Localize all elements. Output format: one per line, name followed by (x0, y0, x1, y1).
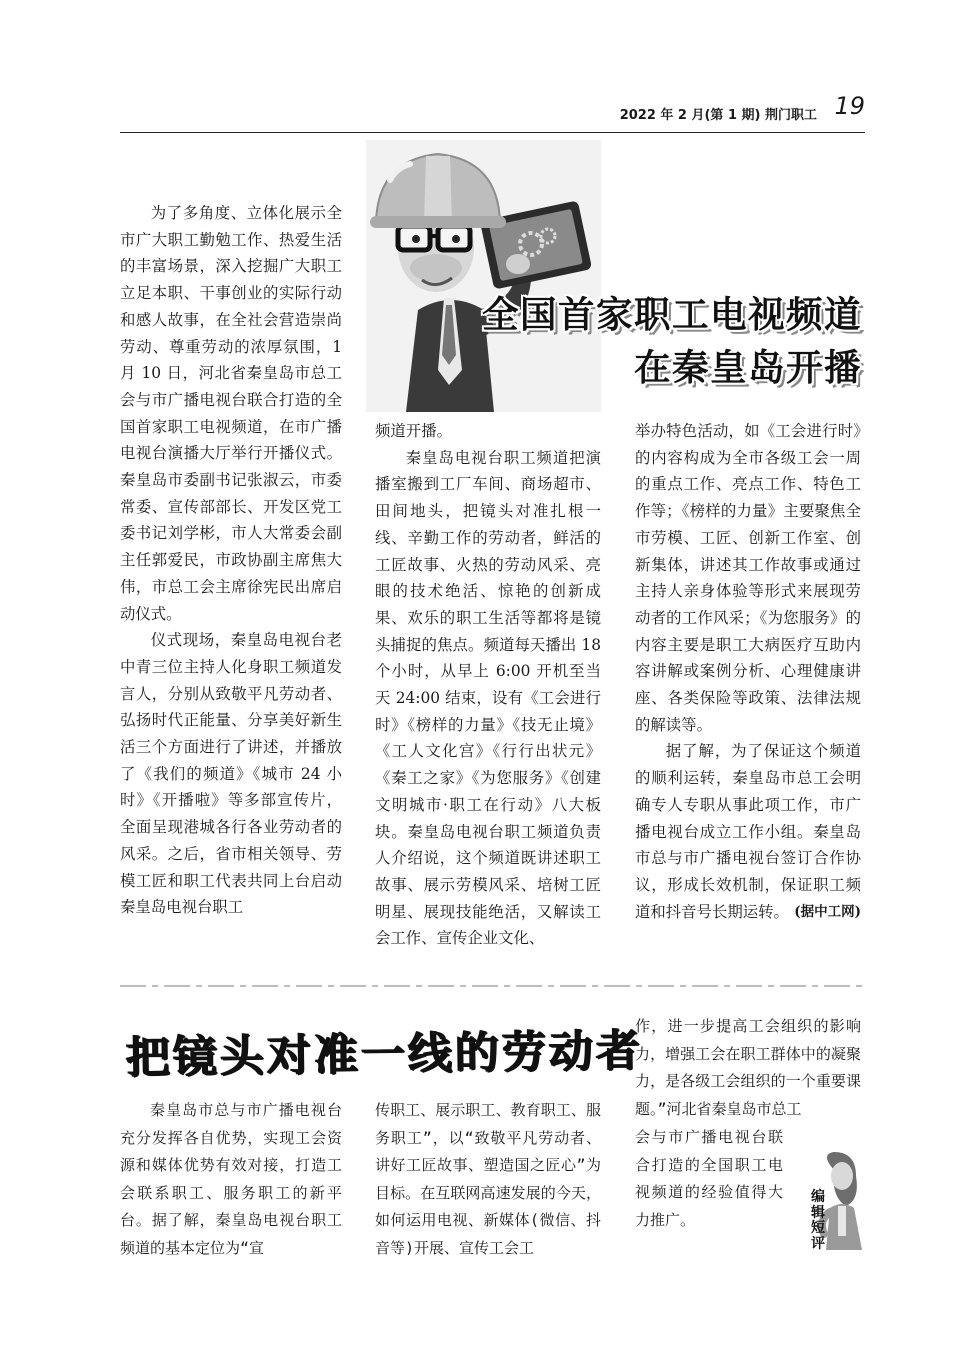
headline-line-1: 全国首家职工电视频道 (482, 293, 862, 336)
paragraph: 会与市广播电视台联合打造的全国职工电视频道的经验值得大力推广。 (635, 1128, 783, 1229)
paragraph: 仪式现场，秦皇岛电视台老中青三位主持人化身职工频道发言人，分别从致敬平凡劳动者、弘扬时代正能量、分享美好新生活三个方面进行了讲述，并播放了《我们的频道》《城市 24 小时》《开播啦》等多部宣传片，全面呈现港城各行各业劳动者的风采。之后，省市相关领导、劳模工匠和职工代表共同上台启动秦皇岛电视台职工 (120, 631, 342, 917)
paragraph: 传职工、展示职工、教育职工、服务职工”，以“致敬平凡劳动者、讲好工匠故事、塑造国之匠心”为目标。在互联网高速发展的今天，如何运用电视、新媒体(微信、抖音等)开展、宣传工会工 (375, 1101, 601, 1257)
headline-line-2: 在秦皇岛开播 (634, 346, 862, 389)
article-source: (据中工网) (794, 903, 861, 920)
article-headline (482, 288, 862, 394)
paragraph: 作，进一步提高工会组织的影响力，增强工会在职工群体中的凝聚力，是各级工会组织的一个重要课题。”河北省秦皇岛市总工 (635, 1017, 861, 1118)
article-column-3 (635, 418, 861, 925)
section-divider (120, 985, 865, 987)
commentary-column-1 (120, 1097, 342, 1263)
paragraph: 为了多角度、立体化展示全市广大职工勤勉工作、热爱生活的丰富场景，深入挖掘广大职工立足本职、干事创业的实际行动和感人故事，在全社会营造崇尚劳动、尊重劳动的浓厚氛围，1 月 10 日，河北省秦皇岛市总工会与市广播电视台联合打造的全国首家职工电视频道，在市广播电视台演播大厅举行开播仪式。秦皇岛市委副书记张淑云，市委常委、宣传部部长、开发区党工委书记刘学彬，市人大常委会副主任郭爱民，市政协副主席焦大伟，市总工会主席徐宪民出席启动仪式。 (120, 204, 342, 623)
commentary-column-3-bottom (635, 1124, 783, 1234)
paragraph: 频道开播。 (375, 422, 452, 440)
page-header (120, 92, 865, 133)
paragraph: 秦皇岛电视台职工频道把演播室搬到工厂车间、商场超市、田间地头，把镜头对准扎根一线、辛勤工作的劳动者，鲜活的工匠故事、火热的劳动风采、亮眼的技术绝活、惊艳的创新成果、欢乐的职工生活等都将是镜头捕捉的焦点。频道每天播出 18 个小时，从早上 6:00 开机至当天 24:00 结束，设有《工会进行时》《榜样的力量》《技无止境》《工人文化宫》《行行出状元》《秦工之家》《为您服务》《创建文明城市·职工在行动》八大板块。秦皇岛电视台职工频道负责人介绍说，这个频道既讲述职工故事、展示劳模风采、培树工匠明星、展现技能绝活，又解读工会工作、宣传企业文化、 (375, 448, 601, 948)
paragraph: 秦皇岛市总与市广播电视台充分发挥各自优势，实现工会资源和媒体优势有效对接，打造工会联系职工、服务职工的新平台。据了解，秦皇岛电视台职工频道的基本定位为“宣 (120, 1101, 342, 1257)
paragraph: 据了解，为了保证这个频道的顺利运转，秦皇岛市总工会明确专人专职从事此项工作，市广播电视台成立工作小组。秦皇岛市总与市广播电视台签订合作协议，形成长效机制，保证职工频道和抖音号长期运转。 (635, 742, 861, 921)
commentary-label: 编辑短评 (811, 1189, 825, 1252)
article-column-1 (120, 200, 342, 921)
commentary-column-2 (375, 1097, 601, 1263)
issue-info: 2022 年 2 月(第 1 期) 荆门职工 (619, 108, 817, 123)
editor-woman-icon (790, 1150, 864, 1250)
article-column-2 (375, 418, 601, 952)
page-number: 19 (834, 92, 865, 120)
commentary-column-3 (635, 1013, 861, 1123)
paragraph: 举办特色活动，如《工会进行时》的内容构成为全市各级工会一周的重点工作、亮点工作、特色工作等；《榜样的力量》主要聚焦全市劳模、工匠、创新工作室、创新集体，讲述其工作故事或通过主持人亲身体验等形式来展现劳动者的工作风采；《为您服务》的内容主要是职工大病医疗互助内容讲解或案例分析、心理健康讲座、各类保险等政策、法律法规的解读等。 (635, 422, 861, 734)
commentary-title: 把镜头对准一线的劳动者 (125, 1025, 644, 1084)
